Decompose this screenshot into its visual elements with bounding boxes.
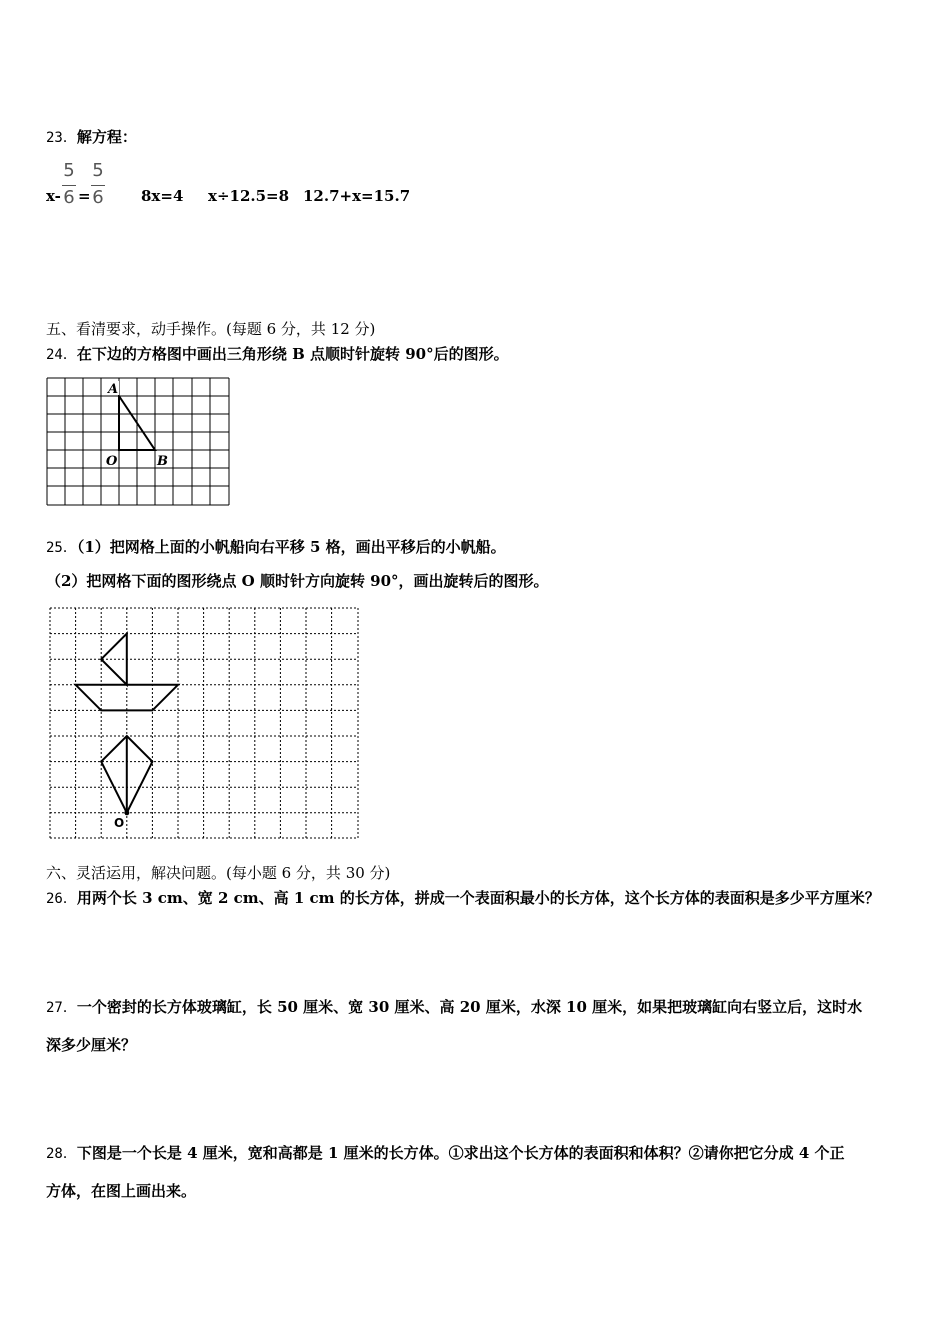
eq1-equals: = [78, 187, 91, 205]
equation-2: 8x=4 [141, 187, 184, 205]
q26-number: 26． [46, 891, 77, 907]
eq1-fraction2-numerator: 5 [92, 160, 104, 181]
q27-heading [46, 997, 862, 1018]
q28-text-2: 方体，在图上画出来。 [46, 1182, 197, 1200]
eq1-prefix: x- [46, 187, 61, 205]
q23-title: 解方程： [76, 128, 137, 146]
section-6-title: 六、灵活运用，解决问题。(每小题 6 分，共 30 分) [46, 864, 391, 882]
q24-label-o: O [106, 454, 118, 469]
q23-heading [46, 127, 137, 148]
q24-text: 在下边的方格图中画出三角形绕 B 点顺时针旋转 90°后的图形。 [76, 345, 509, 363]
q24-heading [46, 344, 509, 365]
q24-label-b: B [157, 454, 168, 469]
q25-number: 25． [46, 540, 77, 556]
q25-point-o-marker [124, 810, 129, 815]
section-5-title: 五、看清要求，动手操作。(每题 6 分，共 12 分) [46, 320, 376, 338]
eq1-fraction-denominator: 6 [63, 187, 75, 208]
eq1-fraction-bar [62, 185, 76, 186]
eq1-fraction2-denominator: 6 [92, 187, 104, 208]
q28-heading [46, 1143, 845, 1164]
eq1-fraction-numerator: 5 [63, 160, 75, 181]
q23-number: 23． [46, 130, 77, 146]
q24-grid-figure [46, 377, 230, 509]
q26-text: 用两个长 3 cm、宽 2 cm、高 1 cm 的长方体，拼成一个表面积最小的长方体，这个长方体的表面积是多少平方厘米？ [76, 889, 880, 907]
q25-kite-shape [101, 736, 152, 813]
q25-grid-figure [48, 606, 360, 840]
q27-number: 27． [46, 1000, 77, 1016]
q25-heading [46, 537, 506, 558]
q28-number: 28． [46, 1146, 77, 1162]
q25-text-1: （1）把网格上面的小帆船向右平移 5 格，画出平移后的小帆船。 [76, 538, 506, 556]
q24-label-a: A [108, 382, 119, 397]
q24-grid [47, 378, 229, 505]
q25-sailboat [76, 634, 178, 711]
eq1-fraction2-bar [91, 185, 105, 186]
equation-4: 12.7+x=15.7 [303, 187, 411, 205]
q24-number: 24． [46, 347, 77, 363]
q28-text-1: 下图是一个长是 4 厘米，宽和高都是 1 厘米的长方体。①求出这个长方体的表面积和体积？②请你把它分成 4 个正 [76, 1144, 845, 1162]
q25-label-o: O [114, 816, 125, 830]
q25-text-2: （2）把网格下面的图形绕点 O 顺时针方向旋转 90°，画出旋转后的图形。 [46, 572, 549, 590]
q25-grid [50, 608, 358, 838]
q27-text-2: 深多少厘米？ [46, 1036, 137, 1054]
q26-heading [46, 888, 880, 909]
q27-text-1: 一个密封的长方体玻璃缸，长 50 厘米、宽 30 厘米、高 20 厘米，水深 10 厘米，如果把玻璃缸向右竖立后，这时水 [76, 998, 863, 1016]
equation-3: x÷12.5=8 [208, 187, 290, 205]
